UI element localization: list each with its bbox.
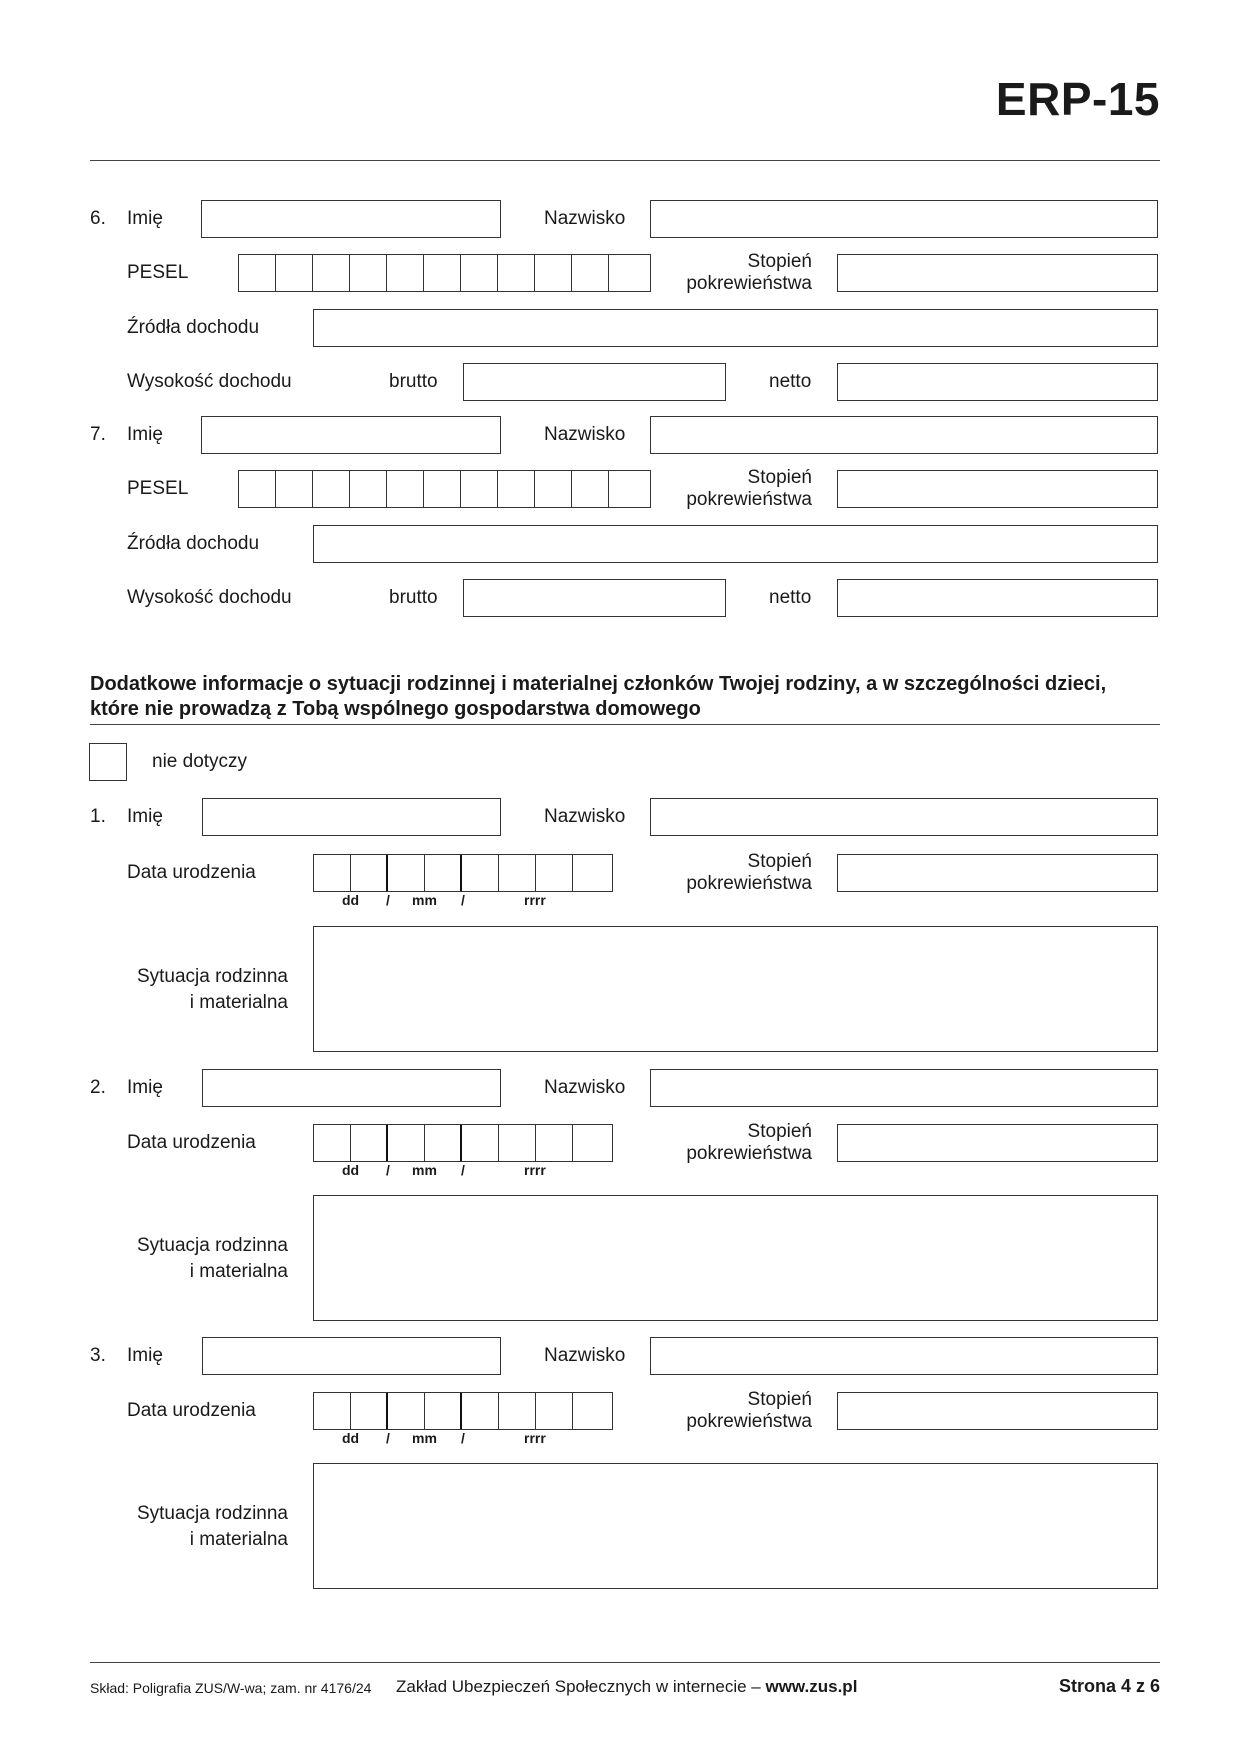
relation-label-line1: Stopień (747, 1121, 812, 1142)
income-amount-label: Wysokość dochodu (127, 371, 292, 392)
slash-hint: / (386, 1162, 390, 1178)
income-sources-field[interactable] (313, 525, 1158, 563)
heading-line-1: Dodatkowe informacje o sytuacji rodzinnej i materialnej członków Twojej rodziny, a w szczególności dzieci, (90, 673, 1107, 695)
footer-website-link[interactable]: www.zus.pl (765, 1677, 858, 1696)
gross-label: brutto (389, 371, 438, 392)
first-name-label: Imię (127, 1077, 163, 1098)
birth-date-label: Data urodzenia (127, 862, 256, 883)
situation-label-line2: i materialna (189, 992, 288, 1013)
relation-field[interactable] (837, 854, 1158, 892)
first-name-label: Imię (127, 1345, 163, 1366)
page-number: Strona 4 z 6 (1058, 1676, 1160, 1696)
situation-label-line1: Sytuacja rodzinna (136, 1503, 288, 1524)
relation-label-line2: pokrewieństwa (686, 489, 812, 510)
pesel-field[interactable] (238, 470, 651, 508)
heading-line-2: które nie prowadzą z Tobą wspólnego gospodarstwa domowego (90, 698, 701, 720)
month-hint: mm (412, 1162, 437, 1178)
first-name-field[interactable] (202, 1337, 501, 1375)
relation-label-line2: pokrewieństwa (686, 873, 812, 894)
day-hint: dd (342, 1430, 360, 1446)
slash-hint: / (461, 1430, 465, 1446)
relation-label-line1: Stopień (747, 467, 812, 488)
situation-field[interactable] (313, 926, 1158, 1052)
relation-label-line2: pokrewieństwa (686, 1143, 812, 1164)
footer-website-note (396, 1676, 857, 1698)
day-hint: dd (342, 892, 360, 908)
situation-label-line1: Sytuacja rodzinna (136, 1235, 288, 1256)
footer-print-info: Skład: Poligrafia ZUS/W-wa; zam. nr 4176/24 (90, 1680, 372, 1696)
relation-label-line1: Stopień (747, 1389, 812, 1410)
form-code: ERP-15 (995, 73, 1160, 125)
footer-divider (90, 1662, 1160, 1663)
pesel-label: PESEL (127, 478, 189, 499)
last-name-label: Nazwisko (544, 1077, 626, 1098)
member-number: 2. (90, 1077, 106, 1098)
year-hint: rrrr (524, 1430, 546, 1446)
income-sources-label: Źródła dochodu (127, 533, 260, 554)
first-name-field[interactable] (201, 416, 501, 454)
not-applicable-checkbox[interactable] (89, 743, 127, 781)
member-number: 3. (90, 1345, 106, 1366)
additional-info-heading (90, 672, 1170, 722)
relation-field[interactable] (837, 1124, 1158, 1162)
relation-label-line1: Stopień (747, 251, 812, 272)
footer-website-text: Zakład Ubezpieczeń Społecznych w internecie – (396, 1677, 766, 1696)
header-divider (90, 160, 1160, 161)
situation-field[interactable] (313, 1463, 1158, 1589)
birth-date-field[interactable] (313, 1392, 613, 1430)
net-label: netto (769, 587, 812, 608)
year-hint: rrrr (524, 892, 546, 908)
relation-label-line1: Stopień (747, 851, 812, 872)
net-label: netto (769, 371, 812, 392)
first-name-field[interactable] (202, 798, 501, 836)
situation-label-line2: i materialna (189, 1529, 288, 1550)
section-divider (90, 724, 1160, 725)
pesel-field[interactable] (238, 254, 651, 292)
income-sources-label: Źródła dochodu (127, 317, 260, 338)
relation-field[interactable] (837, 1392, 1158, 1430)
last-name-label: Nazwisko (544, 1345, 626, 1366)
month-hint: mm (412, 1430, 437, 1446)
relation-label-line2: pokrewieństwa (686, 273, 812, 294)
relation-field[interactable] (837, 254, 1158, 292)
birth-date-label: Data urodzenia (127, 1400, 256, 1421)
income-amount-label: Wysokość dochodu (127, 587, 292, 608)
member-number: 1. (90, 806, 106, 827)
member-number: 7. (90, 424, 106, 445)
slash-hint: / (386, 1430, 390, 1446)
situation-field[interactable] (313, 1195, 1158, 1321)
first-name-label: Imię (127, 806, 163, 827)
first-name-label: Imię (127, 424, 163, 445)
last-name-field[interactable] (650, 798, 1158, 836)
gross-label: brutto (389, 587, 438, 608)
last-name-label: Nazwisko (544, 424, 626, 445)
year-hint: rrrr (524, 1162, 546, 1178)
last-name-field[interactable] (650, 200, 1158, 238)
net-income-field[interactable] (837, 579, 1158, 617)
last-name-field[interactable] (650, 1337, 1158, 1375)
situation-label-line2: i materialna (189, 1261, 288, 1282)
gross-income-field[interactable] (463, 579, 726, 617)
day-hint: dd (342, 1162, 360, 1178)
pesel-label: PESEL (127, 262, 189, 283)
birth-date-field[interactable] (313, 854, 613, 892)
situation-label-line1: Sytuacja rodzinna (136, 966, 288, 987)
relation-label-line2: pokrewieństwa (686, 1411, 812, 1432)
income-sources-field[interactable] (313, 309, 1158, 347)
birth-date-label: Data urodzenia (127, 1132, 256, 1153)
not-applicable-label: nie dotyczy (152, 751, 248, 772)
net-income-field[interactable] (837, 363, 1158, 401)
last-name-label: Nazwisko (544, 806, 626, 827)
birth-date-field[interactable] (313, 1124, 613, 1162)
relation-field[interactable] (837, 470, 1158, 508)
month-hint: mm (412, 892, 437, 908)
last-name-label: Nazwisko (544, 208, 626, 229)
slash-hint: / (386, 892, 390, 908)
slash-hint: / (461, 892, 465, 908)
first-name-label: Imię (127, 208, 163, 229)
member-number: 6. (90, 208, 106, 229)
last-name-field[interactable] (650, 1069, 1158, 1107)
slash-hint: / (461, 1162, 465, 1178)
first-name-field[interactable] (202, 1069, 501, 1107)
first-name-field[interactable] (201, 200, 501, 238)
gross-income-field[interactable] (463, 363, 726, 401)
last-name-field[interactable] (650, 416, 1158, 454)
